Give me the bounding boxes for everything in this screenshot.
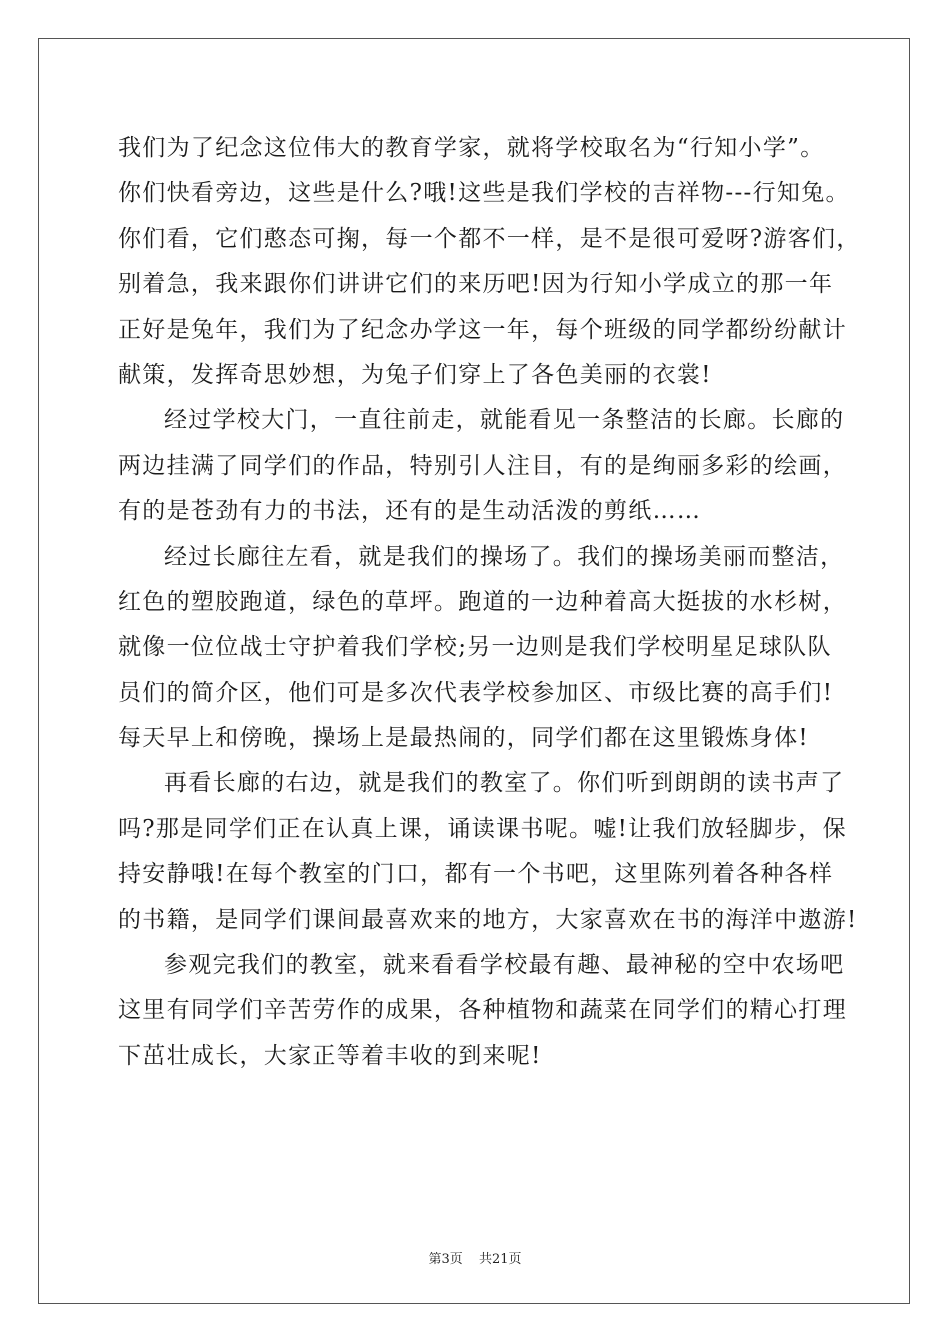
text-line: 我们为了纪念这位伟大的教育学家，就将学校取名为“行知小学”。 — [118, 135, 825, 161]
text-line: 你们看，它们憨态可掬，每一个都不一样，是不是很可爱呀?游客们， — [118, 225, 861, 252]
paragraph-start-line: 经过学校大门，一直往前走，就能看见一条整洁的长廊。长廊的 — [164, 407, 845, 434]
text-line: 别着急，我来跟你们讲讲它们的来历吧!因为行知小学成立的那一年 — [118, 271, 834, 298]
text-line: 员们的简介区，他们可是多次代表学校参加区、市级比赛的高手们! — [118, 679, 834, 706]
page-footer — [0, 1248, 950, 1267]
text-line: 就像一位位战士守护着我们学校;另一边则是我们学校明星足球队队 — [118, 634, 832, 661]
text-line: 你们快看旁边，这些是什么?哦!这些是我们学校的吉祥物---行知兔。 — [118, 180, 850, 207]
page-number: 第3页 — [428, 1252, 463, 1267]
text-line: 持安静哦!在每个教室的门口，都有一个书吧，这里陈列着各种各样 — [118, 861, 834, 888]
paragraph-start-line: 再看长廊的右边，就是我们的教室了。你们听到朗朗的读书声了 — [164, 770, 845, 797]
text-line: 吗?那是同学们正在认真上课，诵读课书呢。嘘!让我们放轻脚步，保 — [118, 815, 847, 842]
text-line: 下茁壮成长，大家正等着丰收的到来呢! — [118, 1042, 542, 1069]
text-line: 献策，发挥奇思妙想，为兔子们穿上了各色美丽的衣裳! — [118, 361, 712, 388]
paragraph-start-line: 参观完我们的教室，就来看看学校最有趣、最神秘的空中农场吧 — [164, 952, 845, 979]
document-body — [118, 126, 861, 1079]
text-line: 有的是苍劲有力的书法，还有的是生动活泼的剪纸…… — [118, 498, 702, 525]
paragraph-start-line: 经过长廊往左看，就是我们的操场了。我们的操场美丽而整洁， — [164, 543, 845, 570]
text-line: 这里有同学们辛苦劳作的成果，各种植物和蔬菜在同学们的精心打理 — [118, 997, 847, 1024]
text-line: 正好是兔年，我们为了纪念办学这一年，每个班级的同学都纷纷献计 — [118, 316, 847, 343]
text-line: 两边挂满了同学们的作品，特别引人注目，有的是绚丽多彩的绘画， — [118, 452, 847, 479]
text-line: 红色的塑胶跑道，绿色的草坪。跑道的一边种着高大挺拔的水杉树， — [118, 588, 847, 615]
page-total: 共21页 — [478, 1252, 522, 1267]
text-line: 每天早上和傍晚，操场上是最热闹的，同学们都在这里锻炼身体! — [118, 725, 809, 752]
text-line: 的书籍，是同学们课间最喜欢来的地方，大家喜欢在书的海洋中遨游! — [118, 906, 858, 933]
